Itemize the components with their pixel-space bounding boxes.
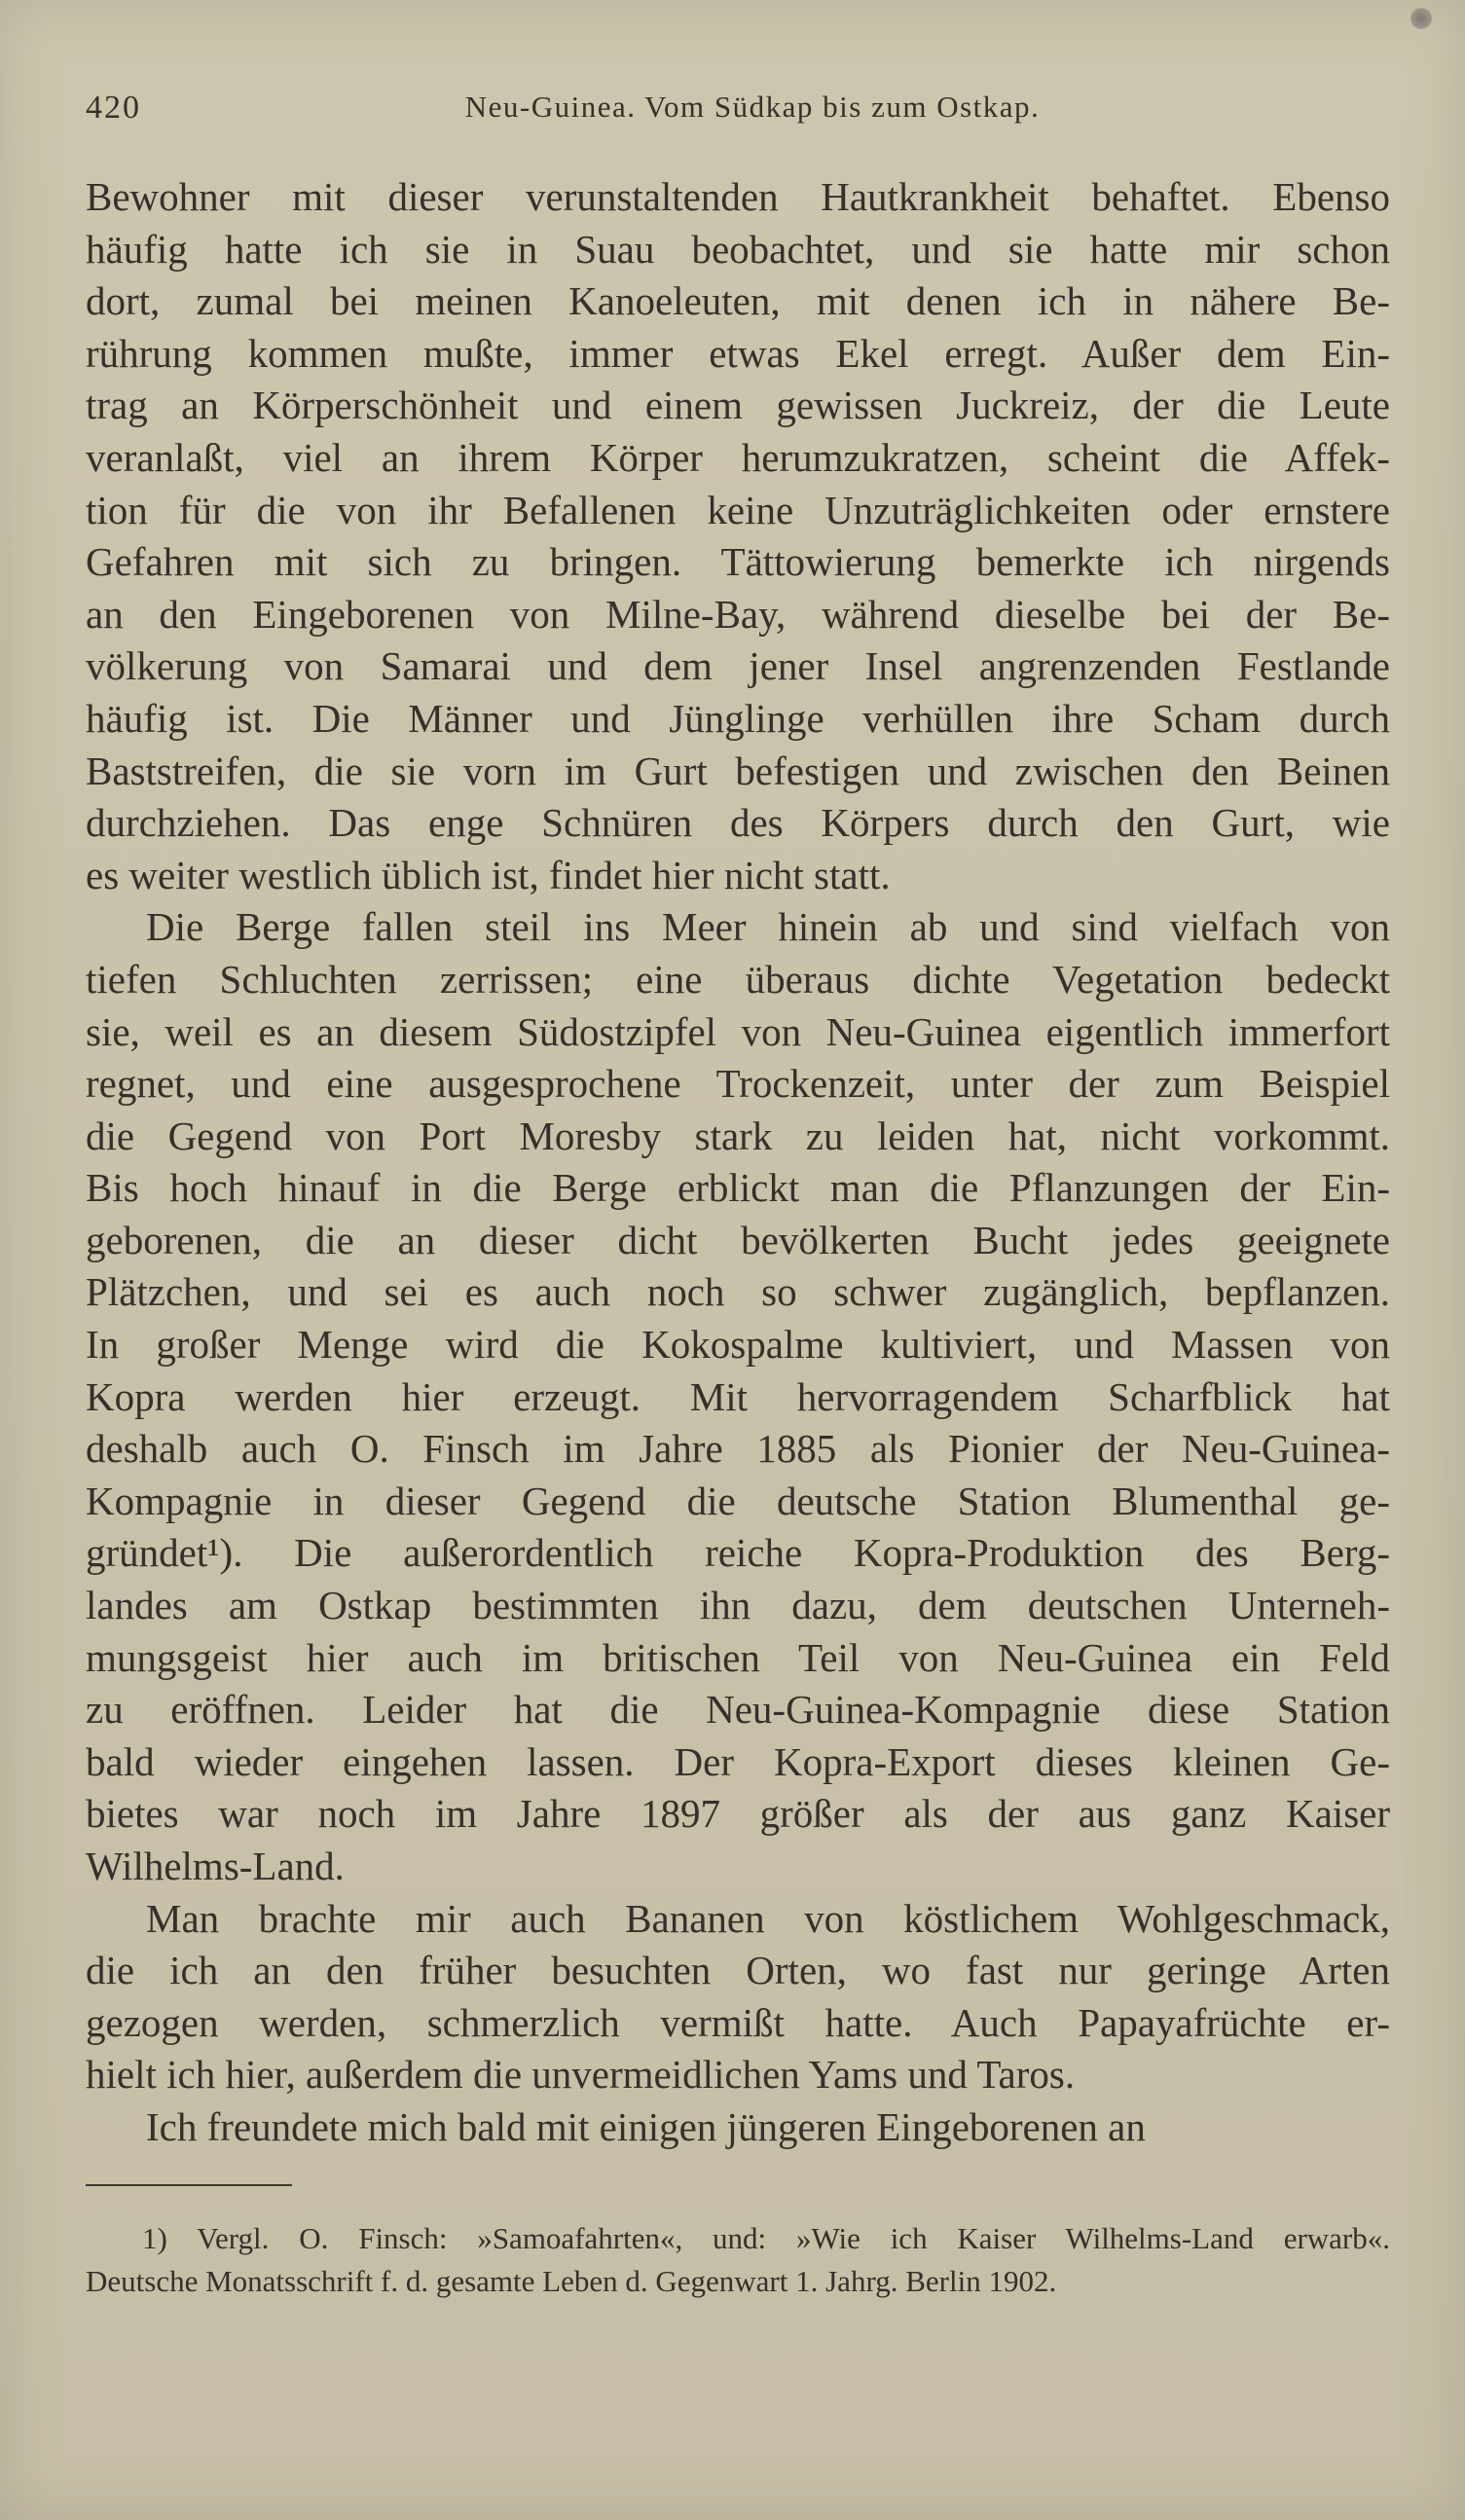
text-line: geborenen, die an dieser dicht bevölkerten Bucht jedes geeignete	[86, 1217, 1390, 1262]
text-line: Baststreifen, die sie vorn im Gurt befestigen und zwischen den Beinen	[86, 748, 1390, 793]
text-line: völkerung von Samarai und dem jener Insel angrenzenden Festlande	[86, 643, 1390, 689]
text-line: dort, zumal bei meinen Kanoeleuten, mit denen ich in nähere Be-	[86, 278, 1390, 324]
text-line: regnet, und eine ausgesprochene Trockenzeit, unter der zum Beispiel	[86, 1061, 1390, 1107]
text-line: Wilhelms-Land.	[86, 1844, 345, 1888]
corner-blemish	[1410, 8, 1432, 29]
footnote-line: Deutsche Monatsschrift f. d. gesamte Leben d. Gegenwart 1. Jahrg. Berlin 1902.	[86, 2264, 1057, 2298]
text-line: die Gegend von Port Moresby stark zu leiden hat, nicht vorkommt.	[86, 1113, 1390, 1158]
text-line: tiefen Schluchten zerrissen; eine überaus dichte Vegetation bedeckt	[86, 956, 1390, 1002]
text-line: die ich an den früher besuchten Orten, wo fast nur geringe Arten	[86, 1948, 1390, 1993]
running-title: Neu-Guinea. Vom Südkap bis zum Ostkap.	[464, 90, 1041, 124]
text-line: Die Berge fallen steil ins Meer hinein ab und sind vielfach von	[146, 904, 1390, 950]
text-line: veranlaßt, viel an ihrem Körper herumzukratzen, scheint die Affek-	[86, 434, 1390, 480]
body-text	[86, 171, 1390, 2154]
text-line: häufig hatte ich sie in Suau beobachtet, und sie hatte mir schon	[86, 226, 1390, 272]
paragraph	[86, 171, 1390, 901]
footnote	[86, 2217, 1390, 2303]
page-header	[86, 90, 1380, 134]
text-line: häufig ist. Die Männer und Jünglinge verhüllen ihre Scham durch	[86, 695, 1390, 741]
text-line: Gefahren mit sich zu bringen. Tättowierung bemerkte ich nirgends	[86, 539, 1390, 585]
paragraph	[86, 1893, 1390, 2101]
text-line: es weiter westlich üblich ist, findet hier nicht statt.	[86, 852, 891, 897]
text-line: Bewohner mit dieser verunstaltenden Hautkrankheit behaftet. Ebenso	[86, 174, 1390, 219]
text-line: trag an Körperschönheit und einem gewissen Juckreiz, der die Leute	[86, 383, 1390, 428]
text-line: an den Eingeborenen von Milne-Bay, während dieselbe bei der Be-	[86, 591, 1390, 637]
page-number: 420	[86, 90, 141, 126]
text-line: Kopra werden hier erzeugt. Mit hervorragendem Scharfblick hat	[86, 1373, 1390, 1419]
text-line: deshalb auch O. Finsch im Jahre 1885 als Pionier der Neu-Guinea-	[86, 1426, 1390, 1472]
paragraph	[86, 2101, 1390, 2154]
text-line: Plätzchen, und sei es auch noch so schwer zugänglich, bepflanzen.	[86, 1269, 1390, 1315]
text-line: Ich freundete mich bald mit einigen jüngeren Eingeborenen an	[146, 2103, 1146, 2149]
text-line: gezogen werden, schmerzlich vermißt hatte. Auch Papayafrüchte er-	[86, 1999, 1390, 2045]
text-line: mungsgeist hier auch im britischen Teil von Neu-Guinea ein Feld	[86, 1634, 1390, 1680]
text-line: gründet¹). Die außerordentlich reiche Kopra-Produktion des Berg-	[86, 1530, 1390, 1576]
text-line: sie, weil es an diesem Südostzipfel von Neu-Guinea eigentlich immerfort	[86, 1008, 1390, 1054]
footnote-line: 1) Vergl. O. Finsch: »Samoafahrten«, und: »Wie ich Kaiser Wilhelms-Land erwarb«.	[142, 2221, 1390, 2255]
paragraph	[86, 901, 1390, 1892]
text-line: durchziehen. Das enge Schnüren des Körpers durch den Gurt, wie	[86, 800, 1390, 846]
text-line: Bis hoch hinauf in die Berge erblickt man die Pflanzungen der Ein-	[86, 1165, 1390, 1211]
text-line: tion für die von ihr Befallenen keine Unzuträglichkeiten oder ernstere	[86, 487, 1390, 532]
text-line: Kompagnie in dieser Gegend die deutsche Station Blumenthal ge-	[86, 1478, 1390, 1523]
text-line: hielt ich hier, außerdem die unvermeidlichen Yams und Taros.	[86, 2052, 1076, 2098]
text-line: Man brachte mir auch Bananen von köstlichem Wohlgeschmack,	[146, 1895, 1390, 1941]
text-line: zu eröffnen. Leider hat die Neu-Guinea-Kompagnie diese Station	[86, 1687, 1390, 1733]
footnote-divider	[86, 2184, 292, 2186]
text-line: rührung kommen mußte, immer etwas Ekel erregt. Außer dem Ein-	[86, 330, 1390, 376]
text-line: bald wieder eingehen lassen. Der Kopra-Export dieses kleinen Ge-	[86, 1738, 1390, 1784]
text-line: landes am Ostkap bestimmten ihn dazu, dem deutschen Unterneh-	[86, 1583, 1390, 1628]
text-line: bietes war noch im Jahre 1897 größer als der aus ganz Kaiser	[86, 1791, 1390, 1837]
text-line: In großer Menge wird die Kokospalme kultiviert, und Massen von	[86, 1322, 1390, 1368]
